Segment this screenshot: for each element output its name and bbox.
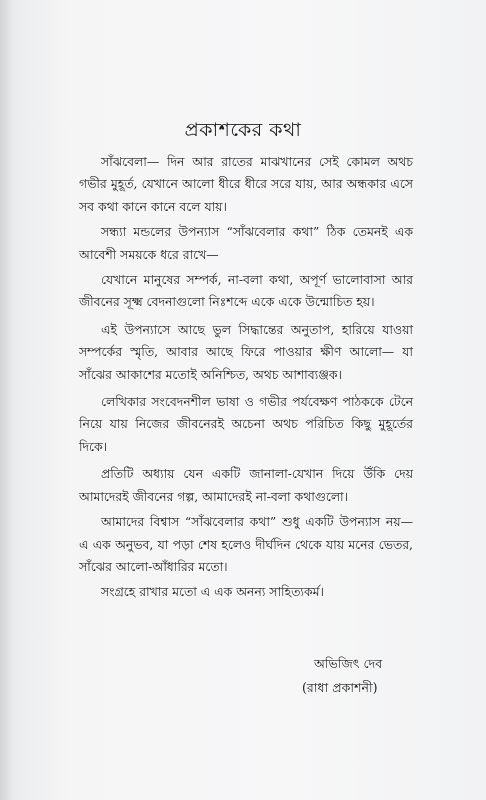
- paragraph-7: আমাদের বিশ্বাস “সাঁঝবেলার কথা” শুধু একটি উপন্যাস নয়— এ এক অনুভব, যা পড়া শেষ হলেও দীর্ঘদিন থেকে যায় মনের ভেতর, সাঁঝের আলো-আঁধারির মতো।: [79, 514, 413, 574]
- paragraph-4: এই উপন্যাসে আছে ভুল সিদ্ধান্তের অনুতাপ, হারিয়ে যাওয়া সম্পর্কের স্মৃতি, আবার আছে ফিরে পাওয়ার ক্ষীণ আলো— যা সাঁঝের আকাশের মতোই অনিশ্চিত, অথচ আশাব্যঞ্জক।: [79, 321, 413, 382]
- paragraph-2: সন্ধ্যা মন্ডলের উপন্যাস “সাঁঝবেলার কথা” ঠিক তেমনই এক আবেশী সময়কে ধরে রাখে—: [79, 224, 413, 262]
- page-title: প্রকাশকের কথা: [184, 119, 302, 141]
- paragraph-6: প্রতিটি অধ্যায় যেন একটি জানালা-যেখান দিয়ে উঁকি দেয় আমাদেরই জীবনের গল্প, আমাদেরই না-বলা কথাগুলো।: [79, 466, 413, 504]
- publisher-note-body: [79, 151, 413, 604]
- signature-block: [302, 652, 382, 700]
- paragraph-1: সাঁঝবেলা— দিন আর রাতের মাঝখানের সেই কোমল অথচ গভীর মুহূর্ত, যেখানে আলো ধীরে ধীরে সরে যায়, আর অন্ধকার এসে সব কথা কানে কানে বলে যায়।: [79, 154, 413, 214]
- signature-publisher: (রাধা প্রকাশনী): [302, 680, 378, 695]
- paragraph-3: যেখানে মানুষের সম্পর্ক, না-বলা কথা, অপূর্ণ ভালোবাসা আর জীবনের সূক্ষ্ম বেদনাগুলো নিঃশব্দে একে একে উন্মোচিত হয়।: [79, 272, 413, 310]
- paragraph-8: সংগ্রহে রাখার মতো এ এক অনন্য সাহিত্যকর্ম।: [101, 584, 324, 600]
- signature-name: অভিজিৎ দেব: [314, 656, 383, 671]
- paragraph-5: লেখিকার সংবেদনশীল ভাষা ও গভীর পর্যবেক্ষণ পাঠককে টেনে নিয়ে যায় নিজের জীবনেরই অচেনা অথচ পরিচিত কিছু মুহূর্তের দিকে।: [79, 394, 413, 454]
